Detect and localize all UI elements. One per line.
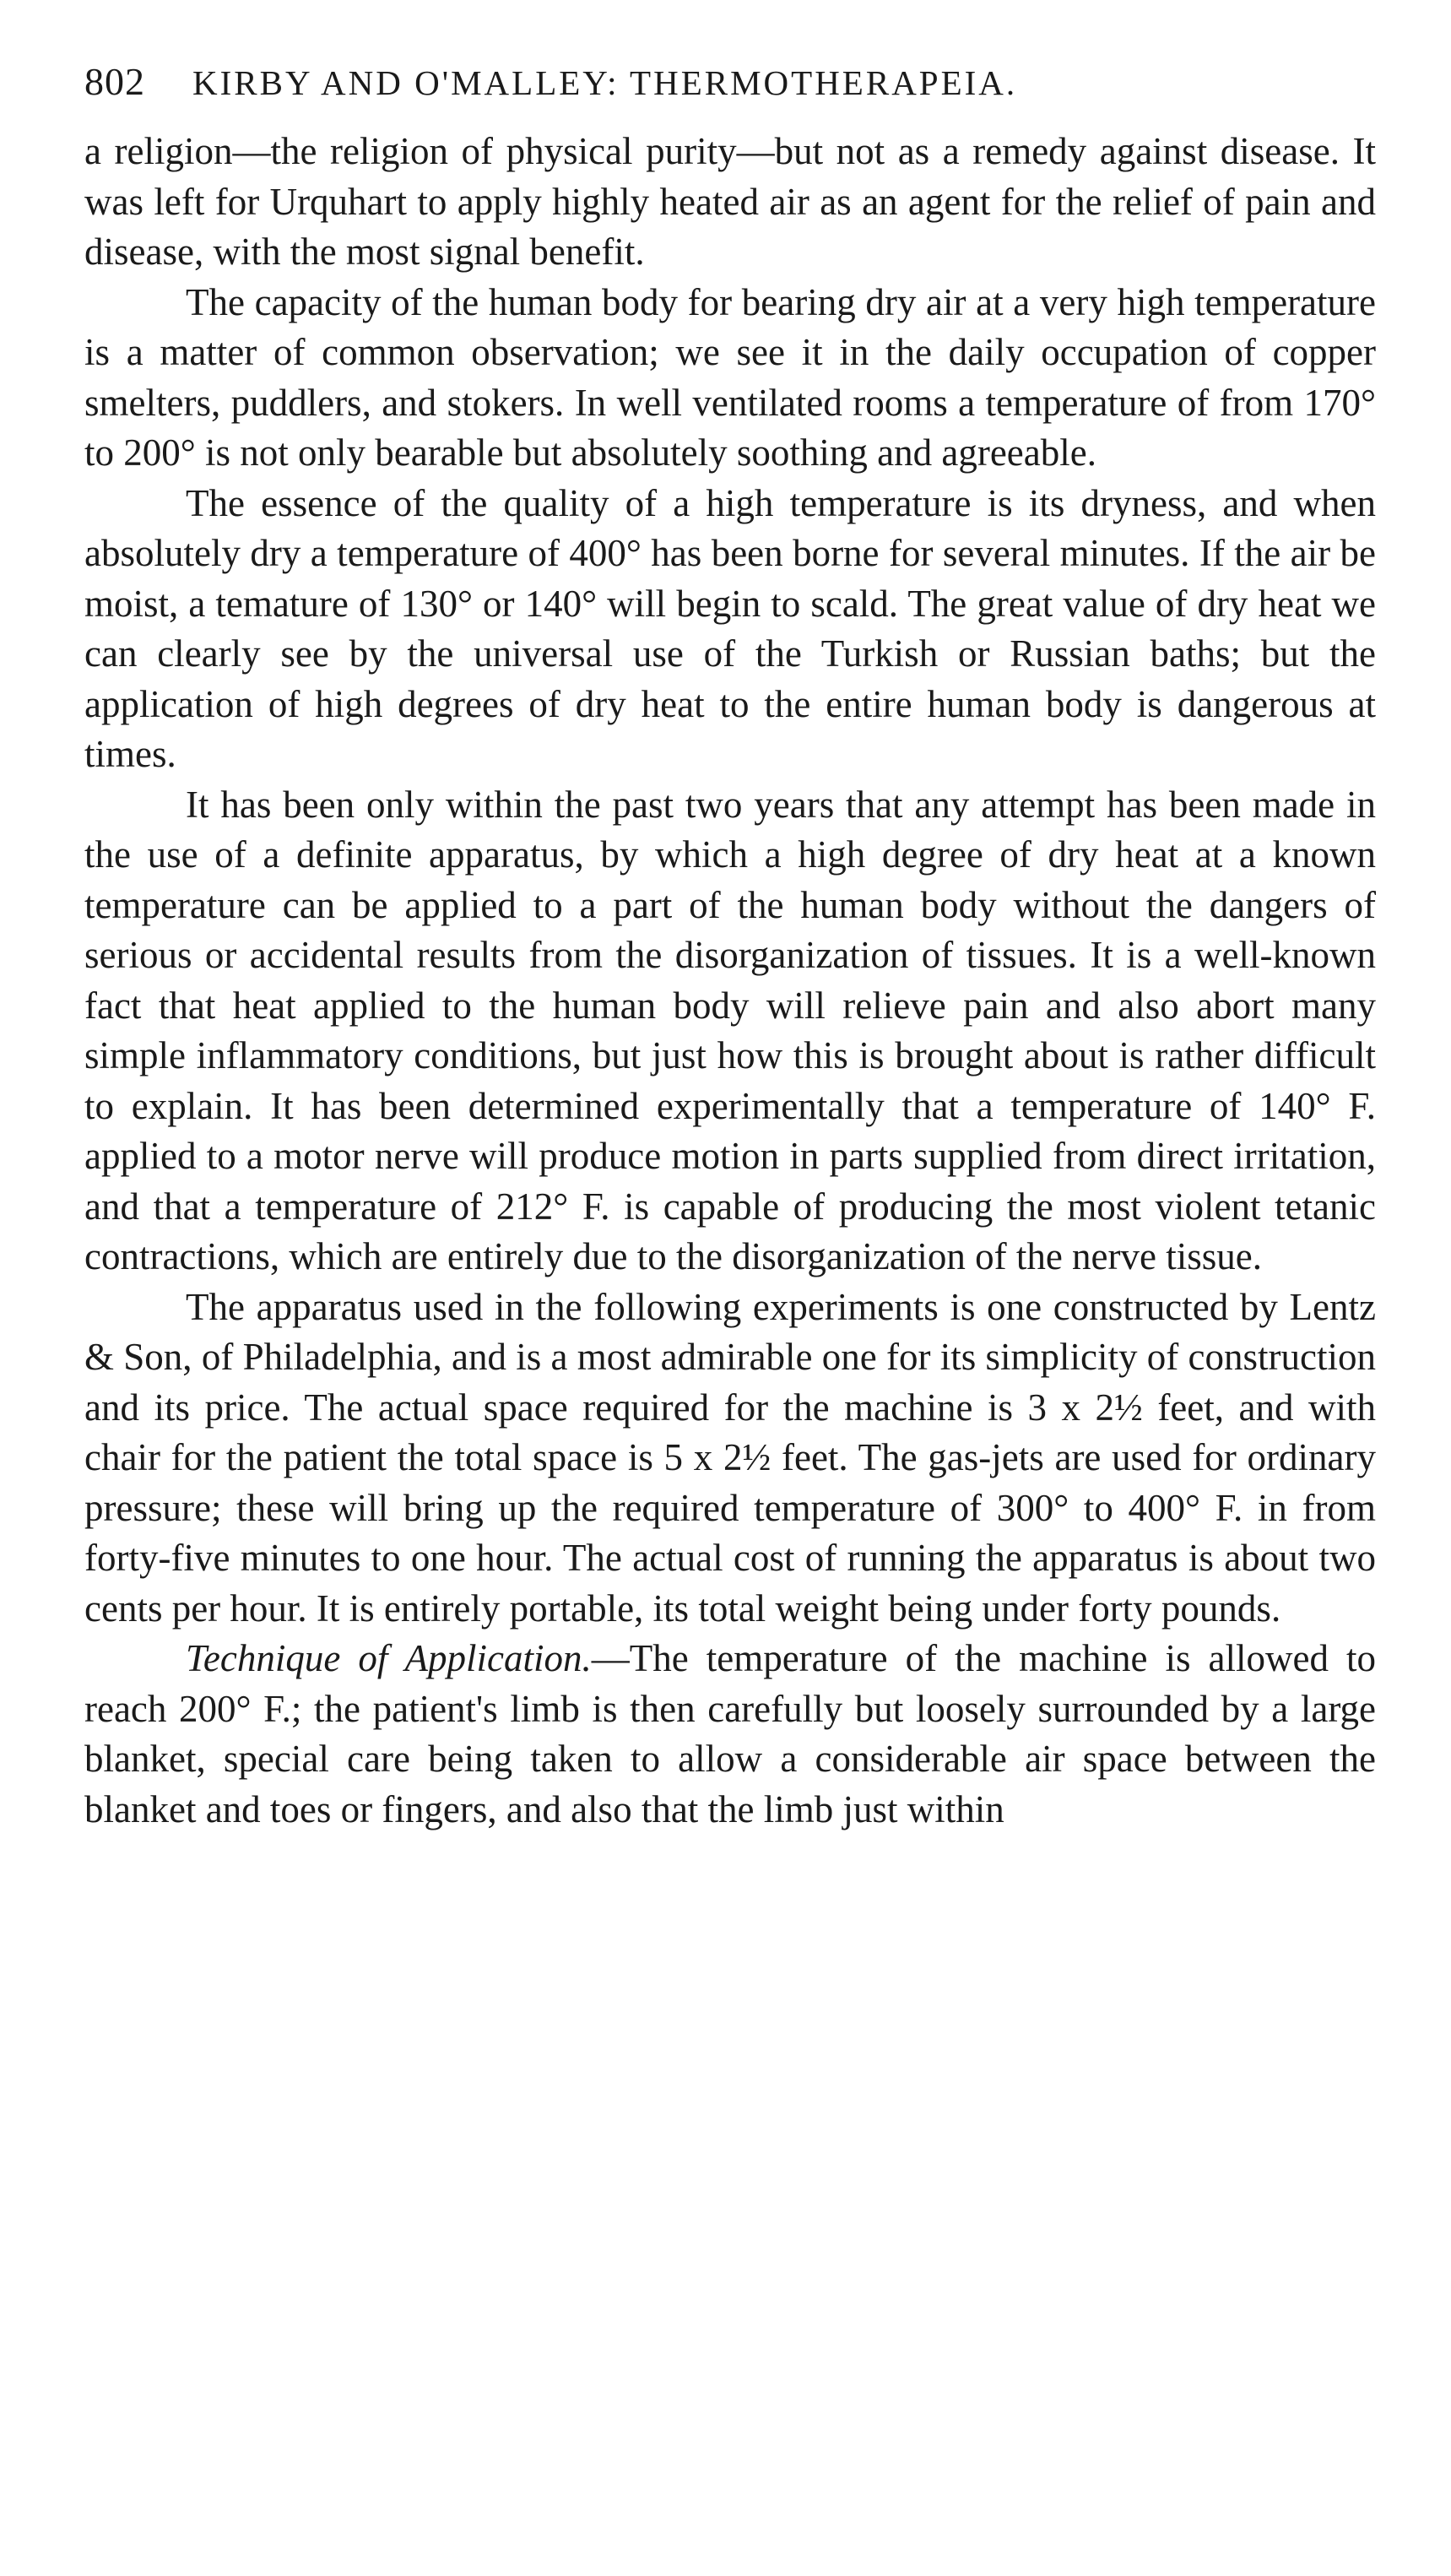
paragraph-text: a religion—the religion of physical purity—but not as a remedy against disease. It was left for Urquhart to apply highly heated air as an agent for the relief of pain and disease, with the most signal benefit. bbox=[84, 130, 1376, 273]
page-number: 802 bbox=[84, 60, 145, 103]
paragraph-text: The apparatus used in the following experiments is one constructed by Lentz & Son, of Philadelphia, and is a most admirable one for its simplicity of construction and its price. The actual space required for the machine is 3 x 2½ feet, and with chair for the patient the total space is 5 x 2½ feet. The gas-jets are used for ordinary pressure; these will bring up the required temperature of 300° to 400° F. in from forty-five minutes to one hour. The actual cost of running the apparatus is about two cents per hour. It is entirely portable, its total weight being under forty pounds. bbox=[84, 1285, 1376, 1630]
paragraph bbox=[84, 479, 1376, 780]
paragraph bbox=[84, 127, 1376, 278]
paragraph bbox=[84, 1634, 1376, 1835]
paragraph bbox=[84, 780, 1376, 1283]
paragraph-text: The essence of the quality of a high temperature is its dryness, and when absolutely dry a temperature of 400° has been borne for several minutes. If the air be moist, a temature of 130° or 140° will begin to scald. The great value of dry heat we can clearly see by the universal use of the Turkish or Russian baths; but the application of high degrees of dry heat to the entire human body is dangerous at times. bbox=[84, 481, 1376, 775]
section-run-in-heading: Technique of Application. bbox=[186, 1637, 592, 1679]
paragraph-text: —The temperature of the machine is allowed to reach 200° F.; the patient's limb is then carefully but loosely surrounded by a large blanket, special care being taken to allow a considerable air space between the blanket and toes or fingers, and also that the limb just within bbox=[84, 1637, 1376, 1830]
paragraph-text: It has been only within the past two years that any attempt has been made in the use of a definite apparatus, by which a high degree of dry heat at a known temperature can be applied to a part of the human body without the dangers of serious or accidental results from the disorganization of tissues. It is a well-known fact that heat applied to the human body will relieve pain and also abort many simple inflammatory conditions, but just how this is brought about is rather difficult to explain. It has been determined experimentally that a temperature of 140° F. applied to a motor nerve will produce motion in parts supplied from direct irritation, and that a temperature of 212° F. is capable of producing the most violent tetanic contractions, which are entirely due to the disorganization of the nerve tissue. bbox=[84, 783, 1376, 1277]
body-text bbox=[84, 127, 1376, 1835]
paragraph bbox=[84, 278, 1376, 479]
paragraph bbox=[84, 1283, 1376, 1635]
book-page bbox=[84, 59, 1376, 1835]
running-head bbox=[84, 59, 1376, 127]
running-head-title: KIRBY AND O'MALLEY: THERMOTHERAPEIA. bbox=[192, 63, 1018, 102]
paragraph-text: The capacity of the human body for bearing dry air at a very high temperature is a matter of common observation; we see it in the daily occupation of copper smelters, puddlers, and stokers. In well ventilated rooms a temperature of from 170° to 200° is not only bearable but absolutely soothing and agreeable. bbox=[84, 280, 1376, 474]
